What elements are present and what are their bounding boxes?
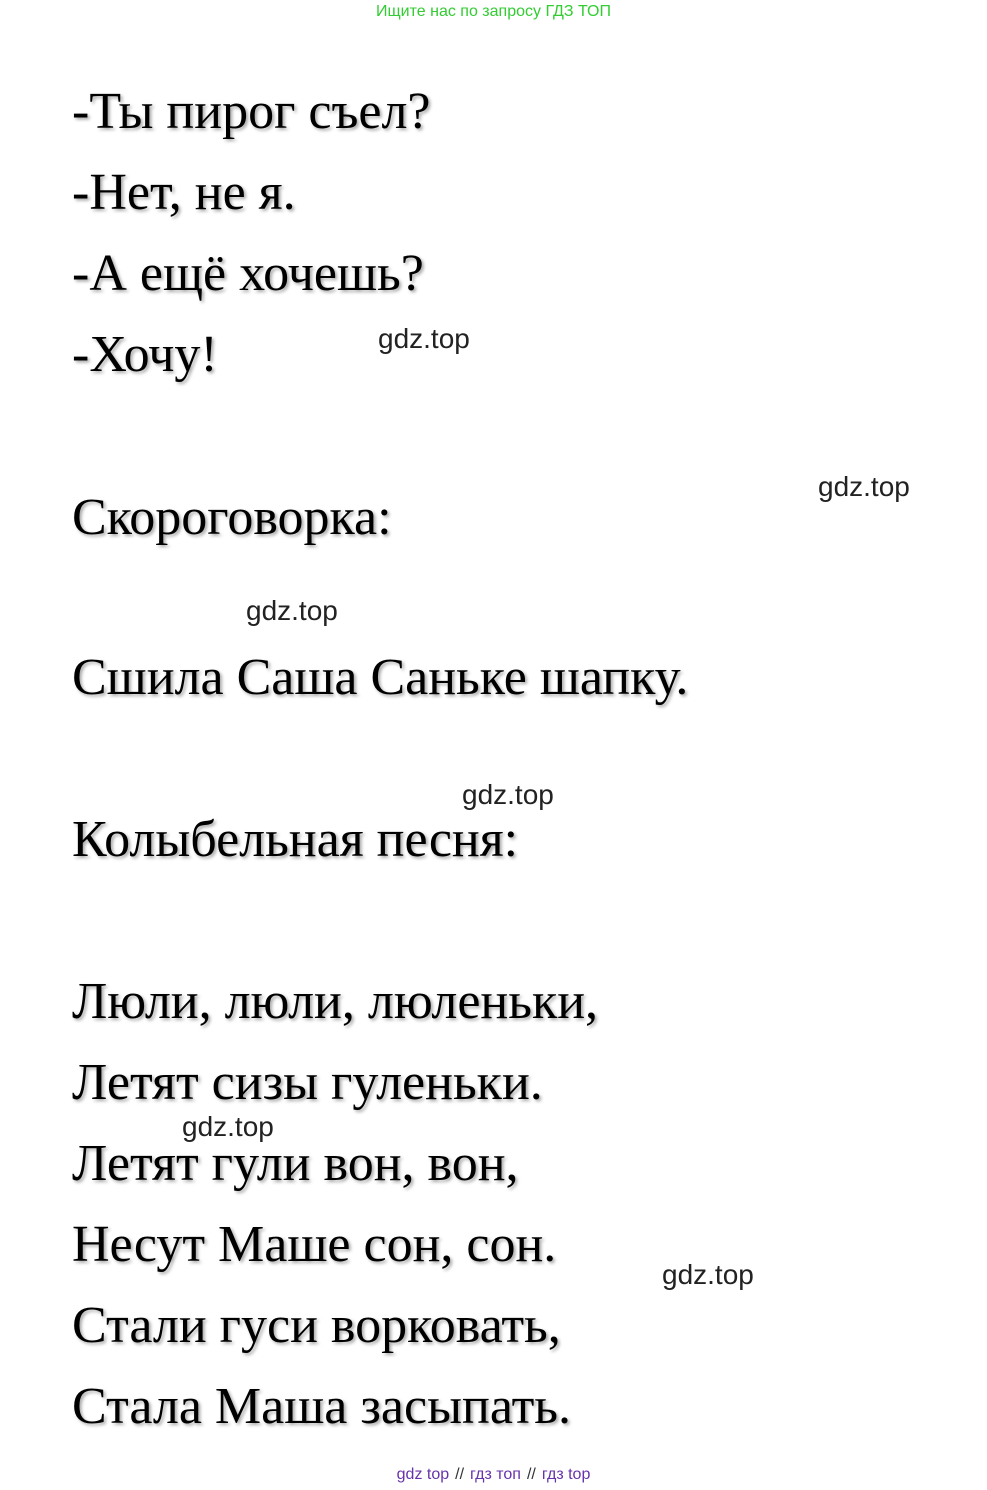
lullaby-line-1: Люли, люли, люленьки, [72, 973, 599, 1030]
lullaby-line-2: Летят сизы гуленьки. [72, 1054, 543, 1111]
footer-separator: // [526, 1466, 536, 1483]
lullaby-line-3: Летят гули вон, вон, [72, 1135, 519, 1192]
lullaby-heading: Колыбельная песня: [72, 811, 519, 868]
watermark: gdz.top [246, 595, 338, 626]
dialog-line-4: -Хочу! [72, 326, 218, 383]
watermark: gdz.top [182, 1111, 274, 1142]
top-banner: Ищите нас по запросу ГДЗ ТОП [376, 3, 611, 20]
watermark: gdz.top [662, 1259, 754, 1290]
lullaby-line-5: Стали гуси ворковать, [72, 1297, 561, 1354]
footer-separator: // [455, 1466, 465, 1483]
footer-link-2[interactable]: гдз топ [470, 1466, 521, 1483]
watermark: gdz.top [462, 779, 554, 810]
watermark: gdz.top [378, 323, 470, 354]
lullaby-line-4: Несут Маше сон, сон. [72, 1216, 557, 1273]
dialog-line-1: -Ты пирог съел? [72, 83, 431, 140]
footer-link-3[interactable]: гдз top [541, 1466, 591, 1483]
lullaby-line-6: Стала Маша засыпать. [72, 1378, 572, 1435]
dialog-line-3: -А ещё хочешь? [72, 245, 424, 302]
tongue-twister-text: Сшила Саша Саньке шапку. [72, 649, 689, 706]
footer [0, 1462, 987, 1488]
tongue-twister-heading: Скороговорка: [72, 489, 392, 546]
dialog-line-2: -Нет, не я. [72, 164, 296, 221]
footer-link-1[interactable]: gdz top [396, 1466, 450, 1483]
watermark: gdz.top [818, 471, 910, 502]
